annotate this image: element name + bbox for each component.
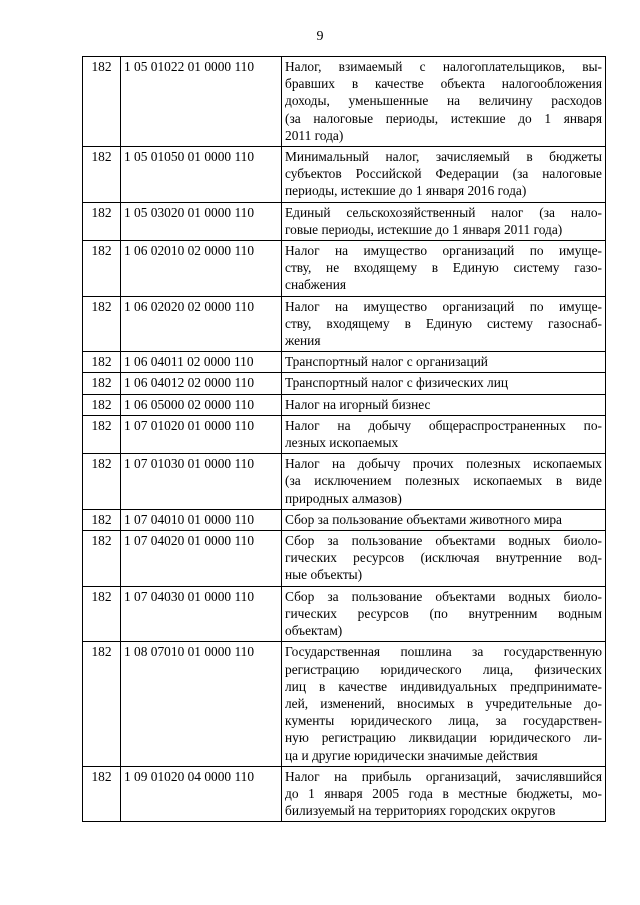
budget-code-cell: 1 07 01030 01 0000 110 xyxy=(121,454,282,510)
budget-code-cell: 1 06 04011 02 0000 110 xyxy=(121,352,282,373)
budget-code-cell: 1 06 02020 02 0000 110 xyxy=(121,296,282,352)
revenue-name-cell: Сбор за пользование объектами водных биоло- гических ресурсов (по внутренним водным объектам) xyxy=(282,586,606,642)
revenue-name-cell: Налог на прибыль организаций, зачислявшийся до 1 января 2005 года в местные бюджеты, мо- билизуемый на территориях городских округов xyxy=(282,766,606,822)
budget-code-cell: 1 07 04020 01 0000 110 xyxy=(121,531,282,587)
admin-code-cell: 182 xyxy=(83,394,121,415)
budget-code-cell: 1 07 04010 01 0000 110 xyxy=(121,509,282,530)
budget-code-cell: 1 05 01022 01 0000 110 xyxy=(121,57,282,147)
table-row xyxy=(83,373,606,394)
budget-code-cell: 1 06 02010 02 0000 110 xyxy=(121,241,282,297)
table-body xyxy=(83,57,606,822)
table-row xyxy=(83,586,606,642)
budget-code-cell: 1 06 04012 02 0000 110 xyxy=(121,373,282,394)
admin-code-cell: 182 xyxy=(83,766,121,822)
revenue-name-cell: Налог на добычу прочих полезных ископаемых (за исключением полезных ископаемых в виде природных алмазов) xyxy=(282,454,606,510)
revenue-name-cell: Минимальный налог, зачисляемый в бюджеты субъектов Российской Федерации (за налоговые периоды, истекшие до 1 января 2016 года) xyxy=(282,147,606,203)
budget-code-cell: 1 07 01020 01 0000 110 xyxy=(121,415,282,453)
admin-code-cell: 182 xyxy=(83,202,121,240)
revenue-name-cell: Единый сельскохозяйственный налог (за нало- говые периоды, истекшие до 1 января 2011 года) xyxy=(282,202,606,240)
admin-code-cell: 182 xyxy=(83,296,121,352)
admin-code-cell: 182 xyxy=(83,509,121,530)
revenue-name-cell: Сбор за пользование объектами водных биоло- гических ресурсов (исключая внутренние вод- ные объекты) xyxy=(282,531,606,587)
revenue-name-cell: Налог, взимаемый с налогоплательщиков, вы- бравших в качестве объекта налогообложения доходы, уменьшенные на величину расходов (за налоговые периоды, истекшие до 1 января 2011 года) xyxy=(282,57,606,147)
admin-code-cell: 182 xyxy=(83,415,121,453)
table-row xyxy=(83,642,606,766)
admin-code-cell: 182 xyxy=(83,241,121,297)
revenue-name-cell: Налог на добычу общераспространенных по- лезных ископаемых xyxy=(282,415,606,453)
admin-code-cell: 182 xyxy=(83,57,121,147)
table-row xyxy=(83,296,606,352)
revenue-name-cell: Сбор за пользование объектами животного мира xyxy=(282,509,606,530)
table-row xyxy=(83,415,606,453)
budget-code-cell: 1 05 03020 01 0000 110 xyxy=(121,202,282,240)
revenue-name-cell: Налог на игорный бизнес xyxy=(282,394,606,415)
revenue-codes-table xyxy=(82,56,606,822)
revenue-name-cell: Государственная пошлина за государственную регистрацию юридического лица, физических лиц в качестве индивидуальных предпринимате- лей, изменений, вносимых в учредительные до- кументы юридического лица, за государствен- ную регистрацию ликвидации юридического ли- ца и другие юридически значимые действия xyxy=(282,642,606,766)
table-row xyxy=(83,766,606,822)
table-row xyxy=(83,352,606,373)
admin-code-cell: 182 xyxy=(83,352,121,373)
admin-code-cell: 182 xyxy=(83,586,121,642)
budget-code-cell: 1 09 01020 04 0000 110 xyxy=(121,766,282,822)
table-row xyxy=(83,57,606,147)
admin-code-cell: 182 xyxy=(83,454,121,510)
table-row xyxy=(83,202,606,240)
revenue-name-cell: Транспортный налог с организаций xyxy=(282,352,606,373)
page-number: 9 xyxy=(316,29,324,44)
revenue-name-cell: Транспортный налог с физических лиц xyxy=(282,373,606,394)
revenue-name-cell: Налог на имущество организаций по имуще- ству, не входящему в Единую систему газо- снабжения xyxy=(282,241,606,297)
budget-code-cell: 1 06 05000 02 0000 110 xyxy=(121,394,282,415)
admin-code-cell: 182 xyxy=(83,531,121,587)
table-row xyxy=(83,509,606,530)
admin-code-cell: 182 xyxy=(83,373,121,394)
table-row xyxy=(83,147,606,203)
table-row xyxy=(83,394,606,415)
budget-code-cell: 1 07 04030 01 0000 110 xyxy=(121,586,282,642)
revenue-name-cell: Налог на имущество организаций по имуще- ству, входящему в Единую систему газоснаб- жения xyxy=(282,296,606,352)
admin-code-cell: 182 xyxy=(83,642,121,766)
table-row xyxy=(83,531,606,587)
table-row xyxy=(83,241,606,297)
budget-code-cell: 1 08 07010 01 0000 110 xyxy=(121,642,282,766)
admin-code-cell: 182 xyxy=(83,147,121,203)
budget-code-cell: 1 05 01050 01 0000 110 xyxy=(121,147,282,203)
table-row xyxy=(83,454,606,510)
